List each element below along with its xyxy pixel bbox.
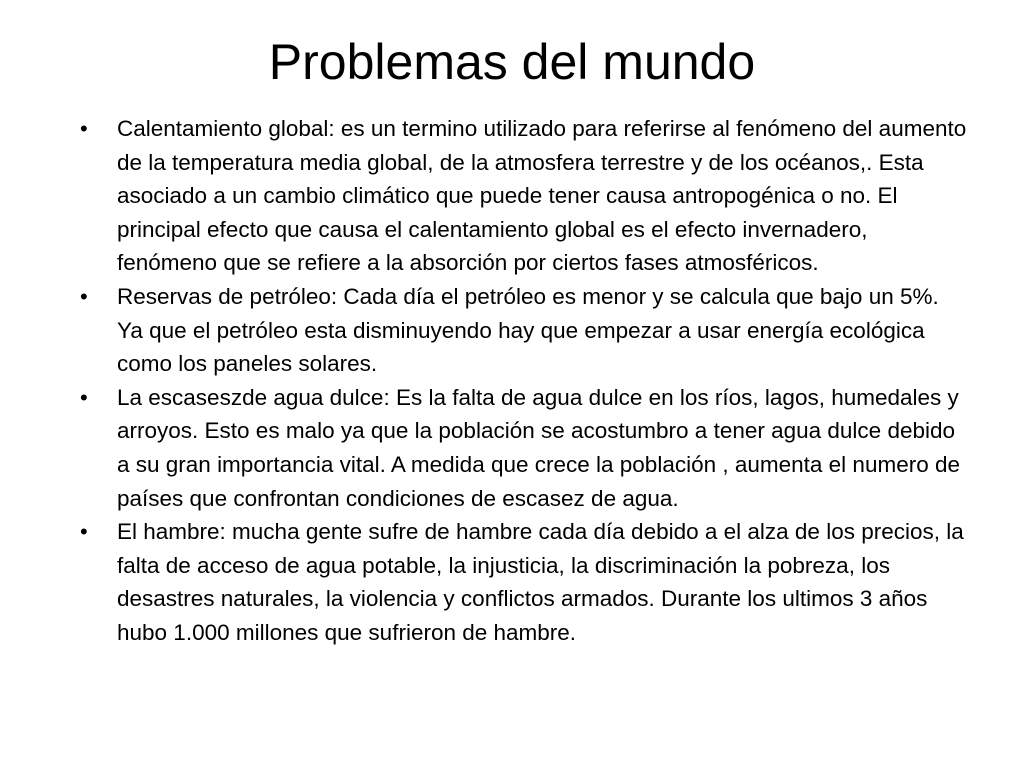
slide-title: Problemas del mundo xyxy=(268,34,756,90)
bullet-item-global-warming xyxy=(80,112,967,280)
bullet-text: El hambre: mucha gente sufre de hambre cada día debido a el alza de los precios, la falta de acceso de agua potable, la injusticia, la discriminación la pobreza, los desastres naturales, la violencia y conflictos armados. Durante los ultimos 3 años hubo 1.000 millones que sufrieron de hambre. xyxy=(117,519,964,645)
bullet-dot-icon: • xyxy=(80,519,88,545)
bullet-dot-icon: • xyxy=(80,116,88,141)
bullet-text: Calentamiento global: es un termino utilizado para referirse al fenómeno del aumento de la temperatura media global, de la atmosfera terrestre y de los océanos,. Esta asociado a un cambio climático que puede tener causa antropogénica o no. El principal efecto que causa el calentamiento global es el efecto invernadero, fenómeno que se refiere a la absorción por ciertos fases atmosféricos. xyxy=(117,116,967,276)
bullet-dot-icon: • xyxy=(80,384,88,410)
bullet-item-hunger xyxy=(80,515,967,649)
bullet-text: La escaseszde agua dulce: Es la falta de agua dulce en los ríos, lagos, humedales y arroyos. Esto es malo ya que la población se acostumbro a tener agua dulce debido a su gran importancia vital. A medida que crece la población , aumenta el numero de países que confrontan condiciones de escasez de agua. xyxy=(117,384,961,511)
bullet-item-water-scarcity xyxy=(80,381,967,515)
bullet-dot-icon: • xyxy=(80,283,88,309)
bullet-item-oil-reserves xyxy=(80,280,967,381)
bullet-list xyxy=(80,112,967,650)
bullet-text: Reservas de petróleo: Cada día el petróleo es menor y se calcula que bajo un 5%. Ya que el petróleo esta disminuyendo hay que empezar a usar energía ecológica como los paneles solares. xyxy=(117,283,939,377)
